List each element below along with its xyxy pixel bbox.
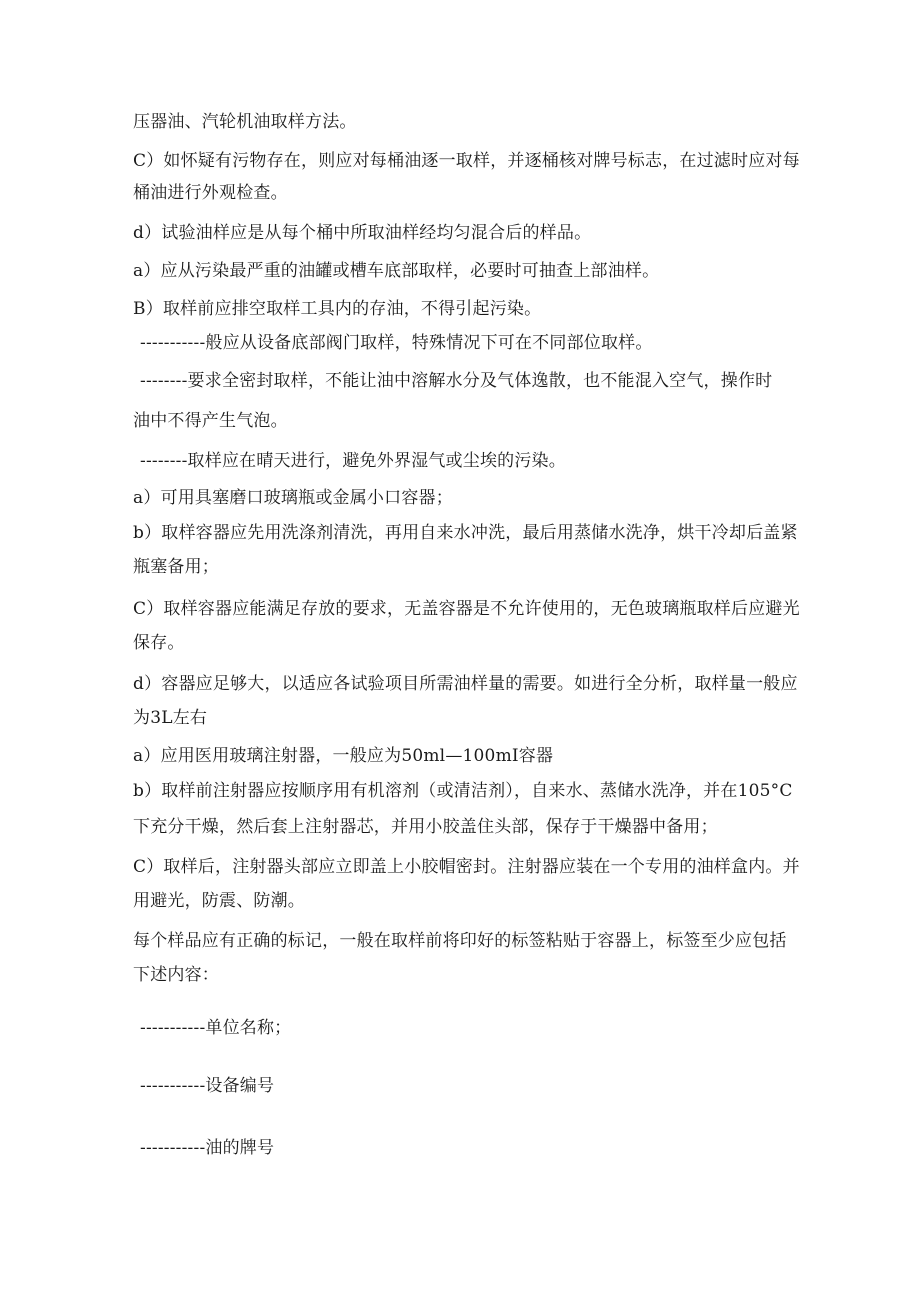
text-line: 每个样品应有正确的标记，一般在取样前将印好的标签粘贴于容器上，标签至少应包括 (133, 931, 787, 951)
text-line: 油中不得产生气泡。 (133, 411, 288, 431)
text-line: -----------油的牌号 (140, 1138, 275, 1158)
text-line: 为3L左右 (133, 708, 208, 728)
text-line: B）取样前应排空取样工具内的存油，不得引起污染。 (133, 299, 542, 319)
text-line: 瓶塞备用； (133, 557, 219, 577)
text-line: -----------设备编号 (140, 1076, 275, 1096)
text-line: a）可用具塞磨口玻璃瓶或金属小口容器； (133, 488, 453, 508)
text-line: -----------般应从设备底部阀门取样，特殊情况下可在不同部位取样。 (140, 333, 653, 353)
text-line: 桶油进行外观检查。 (133, 183, 288, 203)
text-line: C）取样容器应能满足存放的要求，无盖容器是不允许使用的，无色玻璃瓶取样后应避光 (133, 599, 800, 619)
text-line: a）应从污染最严重的油罐或槽车底部取样，必要时可抽查上部油样。 (133, 261, 660, 281)
text-line: --------要求全密封取样，不能让油中溶解水分及气体逸散，也不能混入空气，操作时 (140, 371, 773, 391)
text-line: -----------单位名称； (140, 1018, 292, 1038)
text-line: 保存。 (133, 633, 185, 653)
text-line: 压器油、汽轮机油取样方法。 (133, 112, 357, 132)
text-line: d）试验油样应是从每个桶中所取油样经均匀混合后的样品。 (133, 223, 592, 243)
text-line: --------取样应在晴天进行，避免外界湿气或尘埃的污染。 (140, 451, 566, 471)
text-line: b）取样容器应先用洗涤剂清洗，再用自来水冲洗，最后用蒸储水洗净，烘干冷却后盖紧 (133, 523, 798, 543)
text-line: C）取样后，注射器头部应立即盖上小胶帽密封。注射器应装在一个专用的油样盒内。并 (133, 857, 800, 877)
text-line: 下充分干燥，然后套上注射器芯，并用小胶盖住头部，保存于干燥器中备用； (133, 817, 718, 837)
text-line: C）如怀疑有污物存在，则应对每桶油逐一取样，并逐桶核对牌号标志，在过滤时应对每 (133, 151, 800, 171)
text-line: a）应用医用玻璃注射器，一般应为50ml—100mI容器 (133, 746, 554, 766)
text-line: 下述内容： (133, 965, 219, 985)
text-line: d）容器应足够大，以适应各试验项目所需油样量的需要。如进行全分析，取样量一般应 (133, 674, 798, 694)
text-line: b）取样前注射器应按顺序用有机溶剂（或清洁剂），自来水、蒸储水洗净，并在105°C (133, 781, 793, 801)
text-line: 用避光，防震、防潮。 (133, 891, 305, 911)
